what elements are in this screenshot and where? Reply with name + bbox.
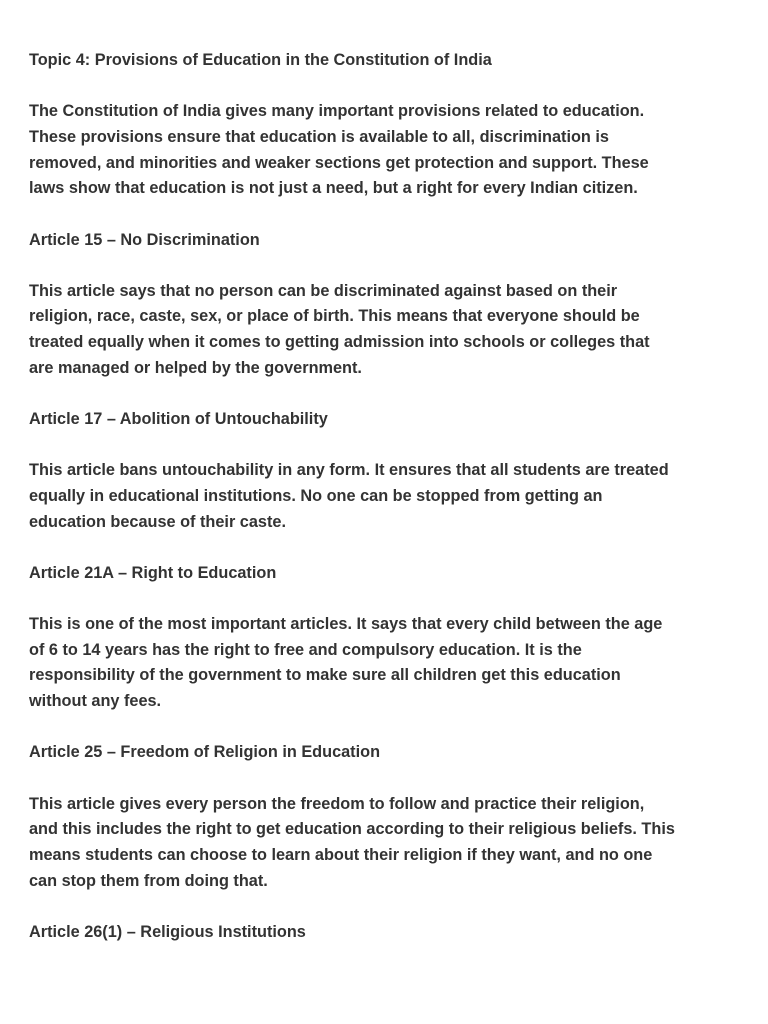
paragraph-line: laws show that education is not just a need, but a right for every Indian citizen.: [29, 179, 638, 198]
section-heading-article-26-1: Article 26(1) – Religious Institutions: [29, 922, 306, 941]
paragraph-line: This is one of the most important articles. It says that every child between the age: [29, 615, 663, 634]
section-heading-article-17: Article 17 – Abolition of Untouchability: [29, 410, 328, 429]
paragraph-line: means students can choose to learn about their religion if they want, and no one: [29, 845, 653, 864]
paragraph-line: This article gives every person the freedom to follow and practice their religion,: [29, 794, 645, 813]
paragraph-line: treated equally when it comes to getting admission into schools or colleges that: [29, 333, 650, 352]
paragraph-line: religion, race, caste, sex, or place of birth. This means that everyone should be: [29, 307, 640, 326]
paragraph-line: This article bans untouchability in any form. It ensures that all students are treated: [29, 461, 669, 480]
section-body-article-15: [29, 279, 744, 382]
section-body-article-21a: [29, 612, 744, 715]
paragraph-line: without any fees.: [29, 692, 162, 711]
section-body-article-17: [29, 458, 744, 535]
paragraph-line: The Constitution of India gives many important provisions related to education.: [29, 102, 645, 121]
paragraph-line: responsibility of the government to make sure all children get this education: [29, 666, 621, 685]
paragraph-line: can stop them from doing that.: [29, 871, 268, 890]
paragraph-line: This article says that no person can be discriminated against based on their: [29, 281, 618, 300]
paragraph-line: These provisions ensure that education is available to all, discrimination is: [29, 127, 609, 146]
paragraph-line: of 6 to 14 years has the right to free and compulsory education. It is the: [29, 640, 582, 659]
document-page: [29, 48, 744, 971]
paragraph-line: equally in educational institutions. No one can be stopped from getting an: [29, 486, 603, 505]
paragraph-line: and this includes the right to get education according to their religious beliefs. This: [29, 820, 675, 839]
section-heading-article-25: Article 25 – Freedom of Religion in Education: [29, 743, 381, 762]
section-body-article-25: [29, 792, 744, 895]
paragraph-line: removed, and minorities and weaker sections get protection and support. These: [29, 153, 649, 172]
document-title: Topic 4: Provisions of Education in the Constitution of India: [29, 51, 492, 69]
section-heading-article-21a: Article 21A – Right to Education: [29, 563, 277, 582]
paragraph-line: are managed or helped by the government.: [29, 358, 362, 377]
paragraph-line: education because of their caste.: [29, 512, 286, 531]
section-heading-article-15: Article 15 – No Discrimination: [29, 230, 260, 249]
intro-paragraph: [29, 99, 744, 202]
